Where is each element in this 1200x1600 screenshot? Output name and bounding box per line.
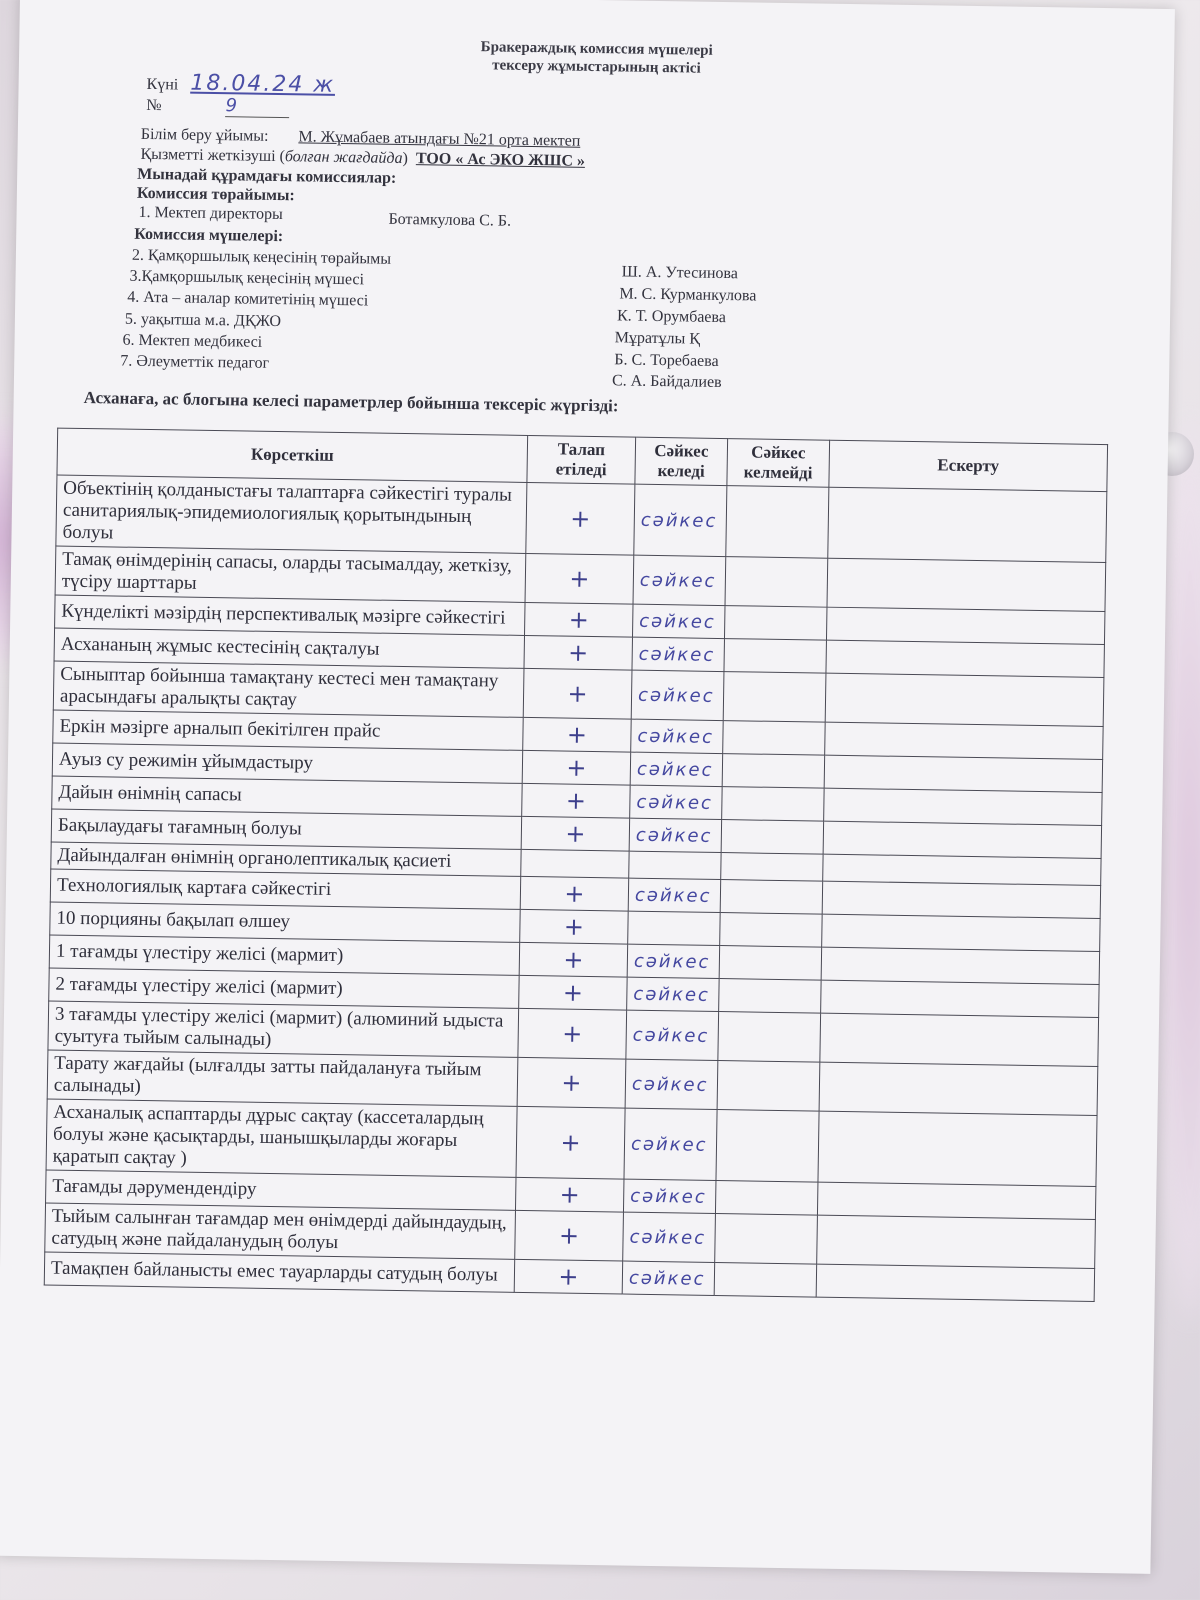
matches-cell: сәйкес: [633, 555, 726, 605]
indicator-cell: Сыныптар бойынша тамақтану кестесі мен тамақтану арасындағы аралықты сақтау: [53, 661, 524, 717]
note-cell: [819, 1062, 1098, 1115]
provider-label-end: ): [402, 149, 409, 168]
not-matches-cell: [720, 913, 823, 948]
indicator-cell: Технологиялық картаға сәйкестігі: [50, 869, 520, 909]
note-cell: [816, 1264, 1094, 1301]
header-matches: Сәйкес келеді: [635, 437, 728, 485]
member-name-7: С. А. Байдалиев: [611, 372, 722, 391]
matches-cell: сәйкес: [625, 1059, 718, 1109]
required-cell: +: [520, 909, 629, 944]
note-cell: [826, 640, 1104, 677]
required-cell: +: [521, 816, 630, 851]
header-required: Талап етіледі: [527, 435, 636, 484]
matches-cell: сәйкес: [623, 1212, 716, 1262]
matches-cell: сәйкес: [627, 977, 720, 1011]
not-matches-cell: [722, 754, 825, 789]
required-cell: +: [523, 717, 632, 752]
note-cell: [817, 1215, 1096, 1268]
note-cell: [824, 755, 1102, 792]
not-matches-cell: [723, 721, 826, 756]
required-cell: +: [515, 1177, 624, 1212]
indicator-cell: Тыйым салынған тағамдар мен өнімдерді дайындаудың, сатудың және пайдаланудың болуы: [45, 1203, 516, 1259]
required-cell: +: [514, 1259, 623, 1294]
org-label: Білім беру ұйымы:: [140, 125, 269, 145]
matches-cell: сәйкес: [628, 878, 721, 912]
chair-heading: Комиссия төрайымы:: [136, 184, 295, 205]
date-value: 18.04.24 ж: [190, 70, 336, 98]
not-matches-cell: [716, 1110, 819, 1183]
matches-cell: [628, 911, 721, 945]
not-matches-cell: [720, 880, 823, 915]
indicator-cell: Объектінің қолданыстағы талаптарға сәйкестігі туралы санитариялық-эпидемиологиялық қорытындының болуы: [56, 475, 527, 553]
not-matches-cell: [724, 639, 827, 674]
required-cell: +: [523, 668, 632, 719]
inspection-table: [44, 428, 1108, 1302]
required-cell: +: [520, 876, 629, 911]
indicator-cell: 1 тағамды үлестіру желісі (мармит): [49, 935, 519, 975]
matches-cell: сәйкес: [634, 484, 727, 556]
member-name-6: Б. С. Торебаева: [614, 351, 719, 370]
member-name-4: К. Т. Орумбаева: [616, 307, 727, 327]
member-role-5: 5. уақытша м.а. ДҚЖО: [124, 310, 282, 331]
not-matches-cell: [726, 486, 829, 559]
not-matches-cell: [722, 787, 825, 822]
member-role-6: 6. Мектеп медбикесі: [122, 331, 263, 351]
required-cell: +: [522, 750, 631, 785]
indicator-cell: Тамақпен байланысты емес тауарларды сатудың болуы: [44, 1252, 514, 1292]
not-matches-cell: [719, 946, 822, 981]
note-cell: [823, 821, 1101, 858]
not-matches-cell: [719, 979, 822, 1014]
matches-cell: сәйкес: [623, 1179, 716, 1213]
indicator-cell: Асхананың жұмыс кестесінің сақталуы: [54, 628, 524, 668]
not-matches-cell: [725, 557, 828, 608]
header-indicator: Көрсеткіш: [57, 428, 528, 482]
matches-cell: сәйкес: [629, 818, 722, 852]
matches-cell: сәйкес: [631, 670, 724, 720]
indicator-cell: Дайындалған өнімнің органолептикалық қасиеті: [51, 842, 521, 876]
provider-label-italic: болған жағдайда: [284, 148, 403, 167]
note-cell: [817, 1182, 1095, 1219]
title-line-2: тексеру жұмыстарының актісі: [492, 57, 701, 77]
matches-cell: сәйкес: [627, 944, 720, 978]
member-role-7: 7. Әлеуметтік педагог: [120, 352, 270, 372]
not-matches-cell: [714, 1262, 817, 1297]
member-role-3: 3.Қамқоршылық кеңесінің мүшесі: [129, 267, 365, 289]
provider-label-start: Қызметті жеткізуші (: [140, 145, 286, 166]
provider-value: ТОО « Ас ЭКО ЖШС »: [415, 150, 586, 170]
required-cell: +: [516, 1106, 625, 1179]
indicator-cell: Асханалық аспаптарды дұрыс сақтау (кассеталардың болуы және қасықтарды, шанышқыларды жоғары қаратып сақтау ): [46, 1099, 517, 1177]
indicator-cell: Тамақ өнімдерінің сапасы, оларды тасымалдау, жеткізу, түсіру шарттары: [55, 546, 526, 602]
member-role-2: 2. Қамқоршылық кеңесінің төрайымы: [131, 246, 392, 268]
required-cell: +: [515, 1210, 624, 1261]
note-cell: [822, 881, 1100, 918]
required-cell: +: [525, 553, 634, 604]
required-cell: +: [522, 783, 631, 818]
required-cell: +: [519, 975, 628, 1010]
not-matches-cell: [718, 1012, 821, 1063]
note-cell: [821, 980, 1099, 1017]
header-not-matches: Сәйкес келмейді: [727, 439, 830, 488]
required-cell: [521, 849, 629, 878]
required-cell: +: [524, 635, 633, 670]
matches-cell: сәйкес: [630, 785, 723, 819]
matches-cell: сәйкес: [632, 604, 725, 638]
chair-name: Ботамкулова С. Б.: [388, 210, 512, 230]
indicator-cell: Бақылаудағы тағамның болуы: [51, 809, 521, 849]
note-cell: [820, 1013, 1099, 1066]
indicator-cell: Күнделікті мәзірдің перспективалық мәзірге сәйкестігі: [55, 595, 525, 635]
member-name-5: Мұратұлы Қ: [614, 329, 701, 348]
indicator-cell: Еркін мәзірге арналып бекітілген прайс: [53, 710, 523, 750]
inspection-heading: Асханаға, ас блогына келесі параметрлер бойынша тексеріс жүргізді:: [83, 387, 619, 416]
title-line-1: Бракераждық комиссия мүшелері: [480, 39, 713, 59]
not-matches-cell: [723, 672, 826, 723]
required-cell: +: [525, 602, 634, 637]
matches-cell: сәйкес: [631, 719, 724, 753]
note-cell: [821, 947, 1099, 984]
note-cell: [825, 673, 1104, 726]
indicator-cell: 3 тағамды үлестіру желісі (мармит) (алюминий ыдыста суытуға тыйым салынады): [48, 1001, 519, 1057]
note-cell: [828, 487, 1107, 562]
indicator-cell: 2 тағамды үлестіру желісі (мармит): [49, 968, 519, 1008]
required-cell: +: [518, 1008, 627, 1059]
chair-role: 1. Мектеп директоры: [138, 203, 283, 224]
number-row: [146, 95, 289, 117]
not-matches-cell: [721, 853, 823, 882]
note-cell: [825, 722, 1103, 759]
indicator-cell: Тағамды дәрумендендіру: [46, 1170, 516, 1210]
date-label: Күні: [146, 75, 179, 94]
matches-cell: сәйкес: [630, 752, 723, 786]
member-name-2: Ш. А. Утесинова: [621, 263, 739, 283]
indicator-cell: 10 порцияны бақылап өлшеу: [50, 902, 520, 942]
number-label: №: [146, 96, 162, 115]
matches-cell: сәйкес: [626, 1010, 719, 1060]
indicator-cell: Ауыз су режимін ұйымдастыру: [52, 743, 522, 783]
members-heading: Комиссия мүшелері:: [134, 225, 284, 246]
number-value: 9: [225, 95, 289, 118]
note-cell: [824, 788, 1102, 825]
org-value: М. Жұмабаев атындағы №21 орта мектеп: [298, 128, 581, 150]
not-matches-cell: [721, 820, 824, 855]
not-matches-cell: [724, 606, 827, 641]
required-cell: +: [519, 942, 628, 977]
indicator-cell: Дайын өнімнің сапасы: [52, 776, 522, 816]
matches-cell: сәйкес: [632, 637, 725, 671]
not-matches-cell: [715, 1181, 818, 1216]
date-row: [146, 70, 336, 98]
required-cell: +: [526, 482, 635, 555]
note-cell: [822, 914, 1100, 951]
member-name-3: М. С. Курманкулова: [619, 285, 757, 305]
note-cell: [827, 558, 1106, 611]
note-cell: [826, 607, 1104, 644]
composition-heading: Мынадай құрамдағы комиссиялар:: [137, 165, 397, 187]
member-role-4: 4. Ата – аналар комитетінің мүшесі: [127, 288, 369, 310]
matches-cell: сәйкес: [624, 1108, 717, 1180]
matches-cell: [629, 851, 721, 879]
note-cell: [818, 1111, 1097, 1186]
matches-cell: сәйкес: [622, 1261, 715, 1295]
indicator-cell: Тарату жағдайы (ылғалды затты пайдалануға тыйым салынады): [47, 1050, 518, 1106]
not-matches-cell: [717, 1061, 820, 1112]
not-matches-cell: [715, 1214, 818, 1265]
required-cell: +: [517, 1057, 626, 1108]
header-note: Ескерту: [829, 440, 1108, 491]
note-cell: [823, 854, 1101, 885]
